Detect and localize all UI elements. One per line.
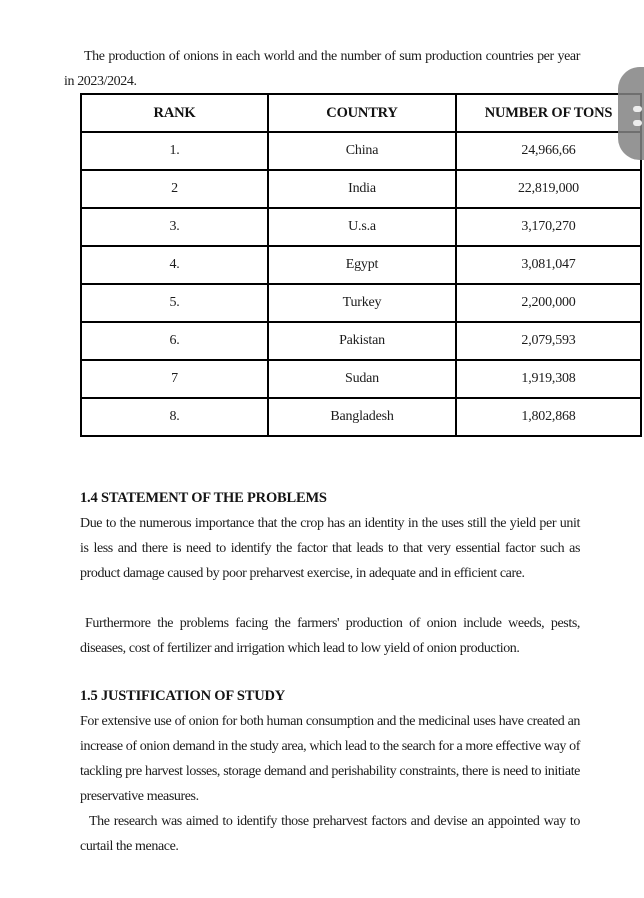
cell-country: China xyxy=(268,132,456,170)
cell-country: India xyxy=(268,170,456,208)
header-rank: RANK xyxy=(81,94,268,132)
grip-dash-icon xyxy=(633,120,642,126)
cell-country: Sudan xyxy=(268,360,456,398)
grip-dash-icon xyxy=(633,106,642,112)
table-header-row xyxy=(81,94,641,132)
cell-tons: 24,966,66 xyxy=(456,132,641,170)
cell-country: Pakistan xyxy=(268,322,456,360)
cell-tons: 3,081,047 xyxy=(456,246,641,284)
table-row xyxy=(81,132,641,170)
justification-paragraph-2: The research was aimed to identify those preharvest factors and devise an appointed way to curtail the menace. xyxy=(80,814,580,854)
cell-tons: 2,079,593 xyxy=(456,322,641,360)
cell-rank: 1. xyxy=(81,132,268,170)
table-row xyxy=(81,398,641,436)
scroll-thumb[interactable] xyxy=(618,67,644,160)
cell-tons: 2,200,000 xyxy=(456,284,641,322)
cell-country: Turkey xyxy=(268,284,456,322)
header-tons: NUMBER OF TONS xyxy=(456,94,641,132)
cell-tons: 3,170,270 xyxy=(456,208,641,246)
cell-country: U.s.a xyxy=(268,208,456,246)
statement-paragraph-1: Due to the numerous importance that the crop has an identity in the uses still the yield per unit is less and there is need to identify the factor that leads to that very essential factor such as product damage caused by poor preharvest exercise, in adequate and in efficient care. xyxy=(80,516,580,581)
cell-rank: 6. xyxy=(81,322,268,360)
table-row xyxy=(81,170,641,208)
table-row xyxy=(81,284,641,322)
cell-rank: 3. xyxy=(81,208,268,246)
cell-tons: 1,919,308 xyxy=(456,360,641,398)
section-heading-statement-of-problems: 1.4 STATEMENT OF THE PROBLEMS xyxy=(80,490,327,506)
cell-country: Egypt xyxy=(268,246,456,284)
cell-rank: 2 xyxy=(81,170,268,208)
intro-paragraph: The production of onions in each world and the number of sum production countries per year in 2023/2024. xyxy=(64,49,580,89)
production-table xyxy=(80,93,642,437)
statement-paragraph-2: Furthermore the problems facing the farmers' production of onion include weeds, pests, diseases, cost of fertilizer and irrigation which lead to low yield of onion production. xyxy=(80,616,580,656)
cell-country: Bangladesh xyxy=(268,398,456,436)
cell-rank: 5. xyxy=(81,284,268,322)
section-heading-justification-of-study: 1.5 JUSTIFICATION OF STUDY xyxy=(80,688,286,704)
cell-rank: 7 xyxy=(81,360,268,398)
table-row xyxy=(81,246,641,284)
table-row xyxy=(81,322,641,360)
cell-tons: 1,802,868 xyxy=(456,398,641,436)
table-row xyxy=(81,208,641,246)
cell-tons: 22,819,000 xyxy=(456,170,641,208)
header-country: COUNTRY xyxy=(268,94,456,132)
table-row xyxy=(81,360,641,398)
cell-rank: 8. xyxy=(81,398,268,436)
cell-rank: 4. xyxy=(81,246,268,284)
justification-paragraph-1: For extensive use of onion for both human consumption and the medicinal uses have created an increase of onion demand in the study area, which lead to the search for a more effective way of tackling pre harvest losses, storage demand and perishability constraints, there is need to initiate preservative measures. xyxy=(80,714,580,804)
